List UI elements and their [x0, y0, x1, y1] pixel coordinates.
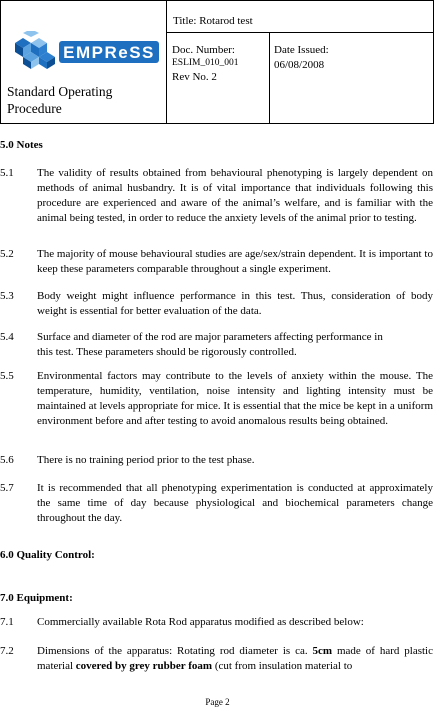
item-number: 5.4 [0, 331, 14, 343]
paragraph: Commercially available Rota Rod apparatus modified as described below: [37, 616, 364, 628]
section-heading-notes: 5.0 Notes [0, 139, 43, 151]
date-issued-value: 06/08/2008 [274, 59, 325, 71]
item-number: 5.3 [0, 290, 14, 302]
doc-title: Title: Rotarod test [173, 15, 253, 27]
item-number: 5.7 [0, 482, 14, 494]
date-issued-label: Date Issued: [274, 44, 329, 56]
section-heading-equipment: 7.0 Equipment: [0, 592, 73, 604]
doc-number: ESLIM_010_001 [172, 58, 239, 68]
revision-number: Rev No. 2 [172, 71, 217, 83]
paragraph: Environmental factors may contribute to the levels of anxiety within the mouse. The temperature, humidity, ventilation, noise intensity and lighting intensity must be maintained at levels appropriate for mice. It is essential that the mice be kept in a uniform environment before and after testing to avoid anomalous results being obtained. [37, 370, 433, 427]
item-number: 5.6 [0, 454, 14, 466]
paragraph: It is recommended that all phenotyping experimentation is conducted at approximately the same time of day because physiological and biochemical parameters change throughout the day. [37, 482, 433, 524]
date-issued-cell [269, 32, 434, 124]
text-run: (cut from insulation material to [212, 660, 353, 672]
doc-number-cell [166, 32, 270, 124]
item-number: 7.1 [0, 616, 14, 628]
item-number: 7.2 [0, 645, 14, 657]
paragraph: Body weight might influence performance in this test. Thus, consideration of body weight is essential for better evaluation of the data. [37, 290, 433, 317]
paragraph: Surface and diameter of the rod are major parameters affecting performance in this test. These parameters should be rigorously controlled. [37, 331, 383, 358]
bold-text: 5cm [312, 645, 333, 657]
paragraph [37, 644, 433, 674]
logo-text: EMPReSS [63, 43, 155, 62]
paragraph: There is no training period prior to the test phase. [37, 454, 255, 466]
text-run: Dimensions of the apparatus: Rotating rod diameter is ca. [37, 645, 313, 657]
cube-mosaic-icon [15, 31, 55, 69]
section-heading-quality-control: 6.0 Quality Control: [0, 549, 95, 561]
logo-cell [0, 0, 167, 124]
paragraph: The majority of mouse behavioural studies are age/sex/strain dependent. It is important to keep these parameters comparable throughout a single experiment. [37, 248, 433, 275]
bold-text: covered by grey rubber foam [75, 660, 213, 672]
document-header [0, 0, 434, 124]
page-number: Page 2 [205, 697, 230, 707]
item-number: 5.1 [0, 167, 14, 179]
paragraph: The validity of results obtained from behavioural phenotyping is largely dependent on methods of animal husbandry. It is of vital importance that individuals following this procedure are experienced and aware of the animal’s welfare, and is familiar with the animal being tested, in order to reduce the anxiety levels of the animal prior to testing. [37, 167, 433, 224]
text-run: made of hard plastic material [37, 645, 433, 672]
item-number: 5.5 [0, 370, 14, 382]
sop-label: Standard Operating Procedure [7, 84, 113, 116]
empress-logo [9, 31, 161, 71]
doc-number-label: Doc. Number: [172, 44, 235, 56]
title-cell [166, 0, 434, 33]
item-number: 5.2 [0, 248, 14, 260]
